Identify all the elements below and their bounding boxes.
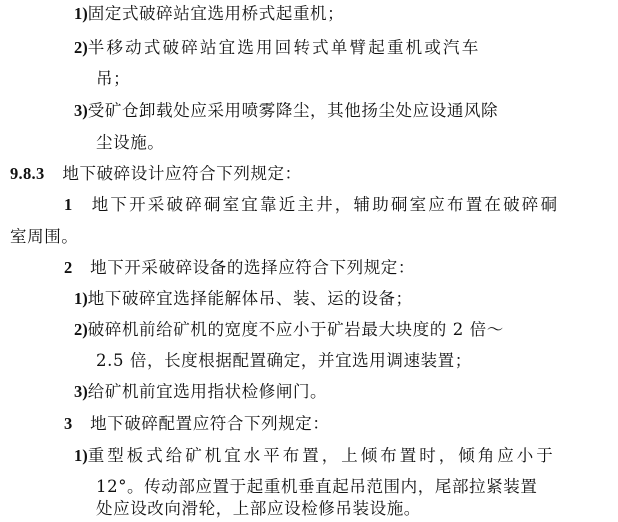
item-text: 2.5 倍，长度根据配置确定，并宜选用调速装置； [96,351,472,370]
item-text: 处应设改向滑轮，上部应设检修吊装设施。 [96,499,421,518]
list-item [74,37,480,59]
list-item [74,445,556,467]
list-item [74,319,504,341]
list-item-continuation [96,476,537,498]
clause-number: 3 [64,414,73,433]
item-number: 3) [74,101,88,120]
item-number: 1) [74,446,88,465]
item-text: 半移动式破碎站宜选用回转式单臂起重机或汽车 [87,38,481,57]
item-text: 吊； [96,69,131,88]
item-number: 3) [74,382,88,401]
item-text: 受矿仓卸载处应采用喷雾降尘，其他扬尘处应设通风除 [87,101,499,120]
item-number: 2) [74,38,88,57]
list-item-continuation [96,350,472,372]
item-text: 破碎机前给矿机的宽度不应小于矿岩最大块度的 2 倍～ [87,320,504,339]
list-item-continuation [96,498,421,520]
section-heading [10,163,302,185]
clause [64,257,415,279]
item-number: 1) [74,4,88,23]
item-text: 给矿机前宜选用指状检修闸门。 [87,382,328,401]
item-number: 1) [74,289,88,308]
section-number: 9.8.3 [10,164,45,183]
item-text: 12°。传动部应置于起重机垂直起吊范围内，尾部拉紧装置 [96,477,538,496]
item-text: 地下破碎宜选择能解体吊、装、运的设备； [87,289,413,308]
clause [64,413,330,435]
item-text: 重型板式给矿机宜水平布置，上倾布置时，倾角应小于 [87,446,556,465]
clause-text: 地下开采破碎硐室宜靠近主井，辅助硐室应布置在破碎硐 [91,195,560,214]
clause-number: 1 [64,195,73,214]
list-item [74,381,327,403]
section-text: 地下破碎设计应符合下列规定： [62,164,302,183]
list-item [74,3,344,25]
clause-number: 2 [64,258,73,277]
list-item [74,288,413,310]
clause-text: 地下破碎配置应符合下列规定： [90,414,330,433]
item-number: 2) [74,320,88,339]
clause-text: 地下开采破碎设备的选择应符合下列规定： [90,258,416,277]
clause-text: 室周围。 [10,227,79,246]
item-text: 尘设施。 [96,133,165,152]
clause-continuation [10,226,78,248]
list-item-continuation [96,68,130,90]
clause [64,194,559,216]
item-text: 固定式破碎站宜选用桥式起重机； [87,4,345,23]
list-item [74,100,498,122]
list-item-continuation [96,132,164,154]
